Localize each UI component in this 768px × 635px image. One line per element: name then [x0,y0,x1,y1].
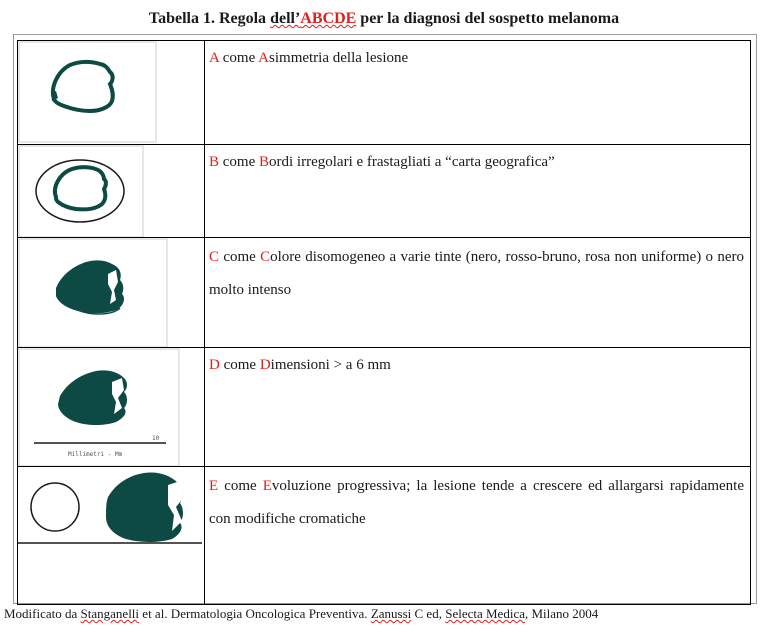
title-abbreviation: ABCDE [300,10,357,27]
table-row-c [18,237,750,347]
title-prefix: Tabella 1. Regola [148,10,271,27]
ruler-mark: 10 [152,435,160,442]
footer-publisher: Zanussi [370,606,412,621]
footer-press: Selecta Medica [445,606,525,621]
title-dell: dell’ [270,10,301,27]
title-suffix: per la diagnosi del sospetto melanoma [356,10,620,27]
description-cell-b: B come Bordi irregolari e frastagliati a “carta geografica” [204,145,750,237]
image-cell-d [18,348,204,466]
ruler-label: Millimetri - Mm [68,451,123,458]
description-cell-c: C come Colore disomogeneo a varie tinte (nero, rosso-bruno, rosa non uniforme) o nero molto intenso [204,238,750,347]
dimension-illustration [18,348,204,467]
image-cell-e [18,467,204,604]
image-cell-b [18,145,204,237]
description-cell-d: D come Dimensioni > a 6 mm [204,348,750,466]
border-illustration [18,145,204,238]
source-note: Modificato da Stanganelli et al. Dermatologia Oncologica Preventiva. Zanussi C ed, Selecta Medica, Milano 2004 [4,606,599,621]
evolution-illustration [18,467,204,605]
footer-author: Stanganelli [80,606,140,621]
table-row-a [18,41,750,144]
abcde-table [17,40,751,605]
description-cell-a: A come Asimmetria della lesione [204,41,750,144]
image-cell-a [18,41,204,144]
table-title [0,10,768,28]
table-row-d [18,347,750,466]
color-illustration [18,238,204,348]
image-cell-c [18,238,204,347]
description-cell-e: E come Evoluzione progressiva; la lesione tende a crescere ed allargarsi rapidamente con modifiche cromatiche [204,467,750,604]
asymmetry-illustration [18,41,204,144]
table-row-e [18,466,750,604]
table-row-b [18,144,750,237]
